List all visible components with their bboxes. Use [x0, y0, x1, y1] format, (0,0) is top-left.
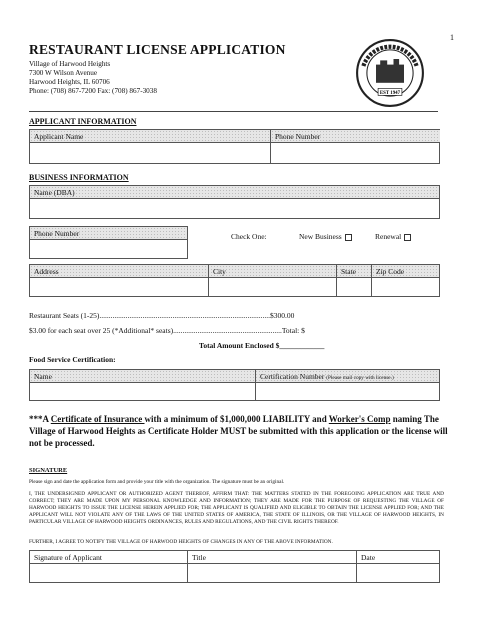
zip-label: Zip Code — [376, 267, 405, 276]
zip-field[interactable] — [372, 278, 439, 296]
signature-section-title: SIGNATURE — [29, 467, 68, 474]
address-field[interactable] — [30, 278, 208, 296]
city-field[interactable] — [209, 278, 336, 296]
cert-mail-note: (Please mail copy with license.) — [326, 375, 394, 381]
new-business-label: New Business — [299, 232, 342, 241]
cert-number-label: Certification Number — [260, 372, 325, 381]
signature-table — [29, 550, 440, 583]
business-section-title: BUSINESS INFORMATION — [29, 173, 129, 182]
business-address-table — [29, 264, 440, 297]
renewal-label: Renewal — [375, 232, 402, 241]
seal-est-text: EST 1947 — [379, 91, 401, 96]
address-line: Village of Harwood Heights — [29, 60, 111, 68]
additional-seats-line: $3.00 for each seat over 25 (*Additional* seats)..........................................................Total: $ — [29, 326, 305, 335]
applicant-phone-label: Phone Number — [275, 132, 321, 141]
check-one-label: Check One: — [231, 232, 267, 241]
signature-instructions: Please sign and date the application form and provide your title with the organization. The signature must be an original. — [29, 479, 285, 485]
state-label: State — [341, 267, 356, 276]
applicant-name-field[interactable] — [30, 143, 270, 163]
notice-middle: with a minimum of $1,000,000 LIABILITY and — [144, 414, 329, 424]
renewal-checkbox[interactable] — [404, 234, 411, 241]
total-enclosed-line: Total Amount Enclosed $____________ — [199, 341, 325, 350]
food-service-title: Food Service Certification: — [29, 355, 116, 364]
notice-suffix: naming The Village of Harwood Heights as Certificate Holder MUST be submitted with this application or the license will not be processed. — [29, 414, 448, 448]
notice-coi: Certificate of Insurance — [50, 414, 145, 424]
notice-prefix: ***A — [29, 414, 51, 424]
renewal-option[interactable] — [375, 232, 411, 241]
signature-field[interactable] — [30, 564, 187, 582]
new-business-checkbox[interactable] — [345, 234, 352, 241]
business-dba-field[interactable] — [30, 199, 439, 218]
cert-header — [260, 372, 394, 382]
notice-wc: Worker's Comp — [328, 414, 391, 424]
business-dba-table — [29, 185, 440, 219]
insurance-notice — [29, 413, 449, 449]
applicant-section-title: APPLICANT INFORMATION — [29, 117, 137, 126]
village-address — [29, 60, 157, 96]
affirmation-text: I, THE UNDERSIGNED APPLICANT OR AUTHORIZED AGENT THEREOF, AFFIRM THAT: THE MATTERS STATED IN THE FOREGOING APPLICATION ARE TRUE AND CORRECT; THEY ARE MADE UPON MY PERSONAL KNOWLEDGE AND INFORMATION; THEY ARE MADE FOR THE PURPOSE OF REQUESTING THE VILLAGE OF HARWOOD HEIGHTS TO ISSUE THE LICENSE HEREIN APPLIED FOR; THE APPLICANT IS QUALIFIED AND ELIGIBLE TO OBTAIN THE LICENSE APPLIED FOR; AND THE APPLICANT WILL NOT VIOLATE ANY OF THE LAWS OF THE UNITED STATES OF AMERICA, THE STATE OF ILLINOIS, OR THE VILLAGE OF HARWOOD HEIGHTS, IN PARTICULAR VILLAGE OF HARWOOD HEIGHTS ORDINANCES, RULES AND REGULATIONS, AND THE CIVIL RIGHTS THEREOF. — [29, 491, 444, 525]
state-field[interactable] — [337, 278, 371, 296]
address-label: Address — [34, 267, 59, 276]
restaurant-seats-line: Restaurant Seats (1-25)...........................................................................................$300.00 — [29, 311, 295, 320]
page-title: RESTAURANT LICENSE APPLICATION — [29, 42, 286, 57]
applicant-name-label: Applicant Name — [34, 132, 84, 141]
cert-number-field[interactable] — [256, 383, 439, 400]
food-service-table — [29, 369, 440, 401]
food-name-label: Name — [34, 372, 52, 381]
business-phone-field[interactable] — [30, 240, 187, 258]
title-field[interactable] — [188, 564, 356, 582]
title-label: Title — [192, 553, 206, 562]
food-name-field[interactable] — [30, 383, 255, 400]
address-line: Phone: (708) 867-7200 Fax: (708) 867-3038 — [29, 87, 157, 95]
address-line: Harwood Heights, IL 60706 — [29, 78, 110, 86]
date-field[interactable] — [357, 564, 439, 582]
address-line: 7300 W Wilson Avenue — [29, 69, 98, 77]
applicant-table — [29, 129, 440, 164]
applicant-phone-field[interactable] — [271, 143, 439, 163]
city-label: City — [213, 267, 226, 276]
business-phone-table — [29, 226, 188, 259]
header-divider — [29, 111, 438, 112]
signature-label: Signature of Applicant — [34, 553, 102, 562]
business-phone-label: Phone Number — [34, 229, 80, 238]
new-business-option[interactable] — [299, 232, 352, 241]
further-agreement-text: FURTHER, I AGREE TO NOTIFY THE VILLAGE OF HARWOOD HEIGHTS OF CHANGES IN ANY OF THE ABOVE INFORMATION. — [29, 539, 333, 545]
date-label: Date — [361, 553, 376, 562]
business-dba-label: Name (DBA) — [34, 188, 75, 197]
village-seal-logo — [355, 38, 425, 108]
page-number: 1 — [450, 33, 454, 42]
